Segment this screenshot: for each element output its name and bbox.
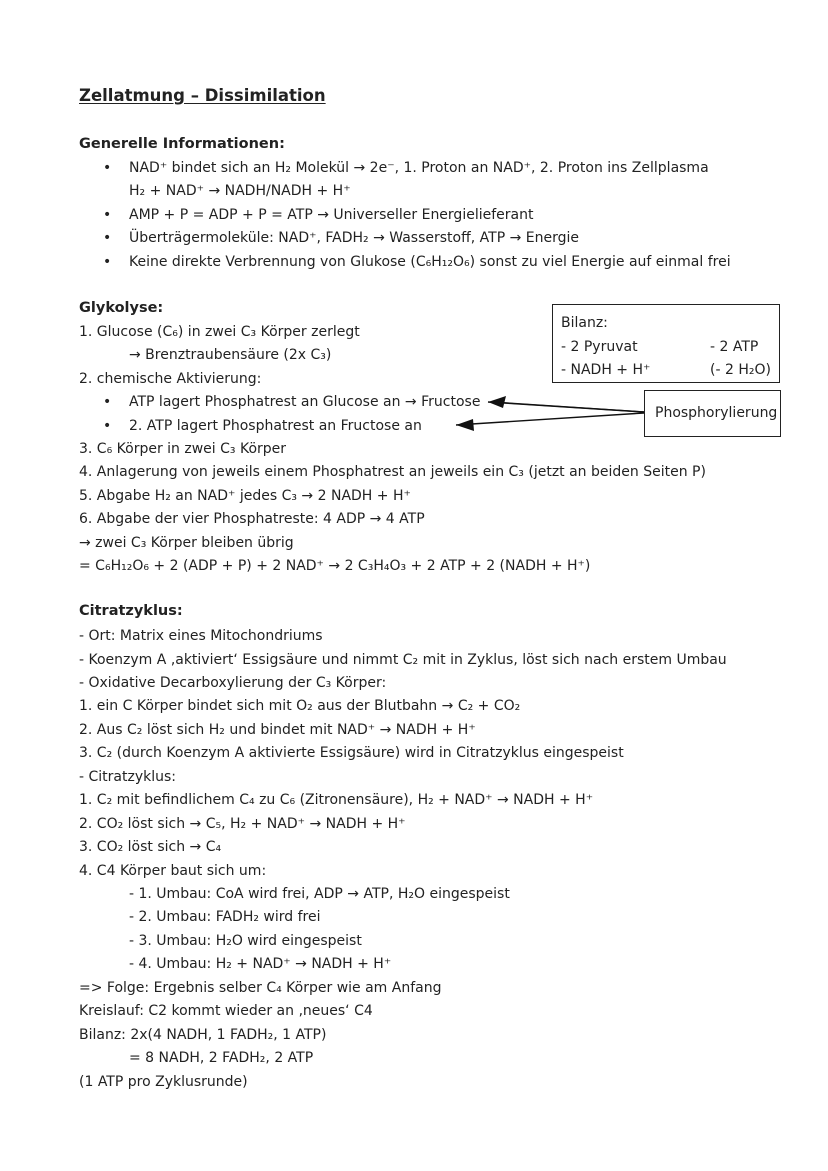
- arrow-line-upper: [488, 402, 644, 412]
- citrat-line-2: - Koenzym A ‚aktiviert‘ Essigsäure und nimmt C₂ mit in Zyklus, löst sich nach erstem Umbau: [79, 652, 727, 668]
- glykolyse-step-3: 3. C₆ Körper in zwei C₃ Körper: [79, 441, 287, 457]
- glykolyse-step-4: 4. Anlagerung von jeweils einem Phosphatrest an jeweils ein C₃ (jetzt an beiden Seiten P): [79, 464, 706, 480]
- generell-bullet-1-line-1: NAD⁺ bindet sich an H₂ Molekül → 2e⁻, 1. Proton an NAD⁺, 2. Proton ins Zellplasma: [129, 160, 709, 176]
- glykolyse-step-2b: 2. ATP lagert Phosphatrest an Fructose an: [129, 418, 422, 434]
- section-heading-generell: Generelle Informationen:: [79, 136, 285, 152]
- bilanz-box-title: Bilanz:: [561, 315, 608, 331]
- page-title: Zellatmung – Dissimilation: [79, 86, 326, 105]
- glykolyse-equation: = C₆H₁₂O₆ + 2 (ADP + P) + 2 NAD⁺ → 2 C₃H₄O₃ + 2 ATP + 2 (NADH + H⁺): [79, 558, 591, 574]
- glykolyse-step-6: 6. Abgabe der vier Phosphatreste: 4 ADP → 4 ATP: [79, 511, 425, 527]
- citrat-line-15: = 8 NADH, 2 FADH₂, 2 ATP: [129, 1050, 314, 1066]
- citrat-line-10: 3. CO₂ löst sich → C₄: [79, 839, 222, 855]
- bilanz-nadh: - NADH + H⁺: [561, 362, 651, 378]
- citrat-line-5: 2. Aus C₂ löst sich H₂ und bindet mit NAD⁺ → NADH + H⁺: [79, 722, 476, 738]
- bilanz-atp: - 2 ATP: [710, 339, 759, 355]
- citrat-line-14: Bilanz: 2x(4 NADH, 1 FADH₂, 1 ATP): [79, 1027, 327, 1043]
- bullet-marker: •: [103, 207, 112, 223]
- glykolyse-step-1b: → Brenztraubensäure (2x C₃): [129, 347, 332, 363]
- bullet-marker: •: [103, 160, 112, 176]
- arrow-head-lower: [456, 419, 474, 431]
- glykolyse-step-5: 5. Abgabe H₂ an NAD⁺ jedes C₃ → 2 NADH + H⁺: [79, 488, 411, 504]
- generell-bullet-1-line-2: H₂ + NAD⁺ → NADH/NADH + H⁺: [129, 183, 351, 199]
- glykolyse-step-1: 1. Glucose (C₆) in zwei C₃ Körper zerlegt: [79, 324, 360, 340]
- arrow-head-upper: [488, 396, 506, 408]
- citrat-umbau-1: - 1. Umbau: CoA wird frei, ADP → ATP, H₂O eingespeist: [129, 886, 510, 902]
- generell-bullet-3: Überträgermoleküle: NAD⁺, FADH₂ → Wasserstoff, ATP → Energie: [129, 230, 580, 246]
- section-heading-glykolyse: Glykolyse:: [79, 300, 164, 316]
- generell-bullet-4: Keine direkte Verbrennung von Glukose (C₆H₁₂O₆) sonst zu viel Energie auf einmal frei: [129, 254, 731, 270]
- bilanz-pyruvat: - 2 Pyruvat: [561, 339, 638, 355]
- glykolyse-step-2a: ATP lagert Phosphatrest an Glucose an → Fructose: [129, 394, 481, 410]
- citrat-line-16: (1 ATP pro Zyklusrunde): [79, 1074, 248, 1090]
- citrat-line-12: => Folge: Ergebnis selber C₄ Körper wie am Anfang: [79, 980, 442, 996]
- citrat-line-13: Kreislauf: C2 kommt wieder an ‚neues‘ C4: [79, 1003, 373, 1019]
- bilanz-water: (- 2 H₂O): [710, 362, 771, 378]
- bullet-marker: •: [103, 254, 112, 270]
- bullet-marker: •: [103, 418, 112, 434]
- generell-bullet-2: AMP + P = ADP + P = ATP → Universeller Energielieferant: [129, 207, 534, 223]
- section-heading-citratzyklus: Citratzyklus:: [79, 603, 183, 619]
- citrat-line-9: 2. CO₂ löst sich → C₅, H₂ + NAD⁺ → NADH + H⁺: [79, 816, 406, 832]
- citrat-line-1: - Ort: Matrix eines Mitochondriums: [79, 628, 323, 644]
- citrat-umbau-3: - 3. Umbau: H₂O wird eingespeist: [129, 933, 362, 949]
- bullet-marker: •: [103, 394, 112, 410]
- phosphorylierung-label: Phosphorylierung: [655, 405, 778, 421]
- glykolyse-step-2: 2. chemische Aktivierung:: [79, 371, 262, 387]
- bullet-marker: •: [103, 230, 112, 246]
- arrow-line-lower: [456, 413, 644, 425]
- citrat-umbau-2: - 2. Umbau: FADH₂ wird frei: [129, 909, 321, 925]
- citrat-line-4: 1. ein C Körper bindet sich mit O₂ aus der Blutbahn → C₂ + CO₂: [79, 698, 521, 714]
- citrat-line-6: 3. C₂ (durch Koenzym A aktivierte Essigsäure) wird in Citratzyklus eingespeist: [79, 745, 624, 761]
- citrat-line-7: - Citratzyklus:: [79, 769, 176, 785]
- citrat-line-3: - Oxidative Decarboxylierung der C₃ Körper:: [79, 675, 387, 691]
- glykolyse-result: → zwei C₃ Körper bleiben übrig: [79, 535, 294, 551]
- citrat-line-11: 4. C4 Körper baut sich um:: [79, 863, 267, 879]
- citrat-umbau-4: - 4. Umbau: H₂ + NAD⁺ → NADH + H⁺: [129, 956, 392, 972]
- citrat-line-8: 1. C₂ mit befindlichem C₄ zu C₆ (Zitronensäure), H₂ + NAD⁺ → NADH + H⁺: [79, 792, 594, 808]
